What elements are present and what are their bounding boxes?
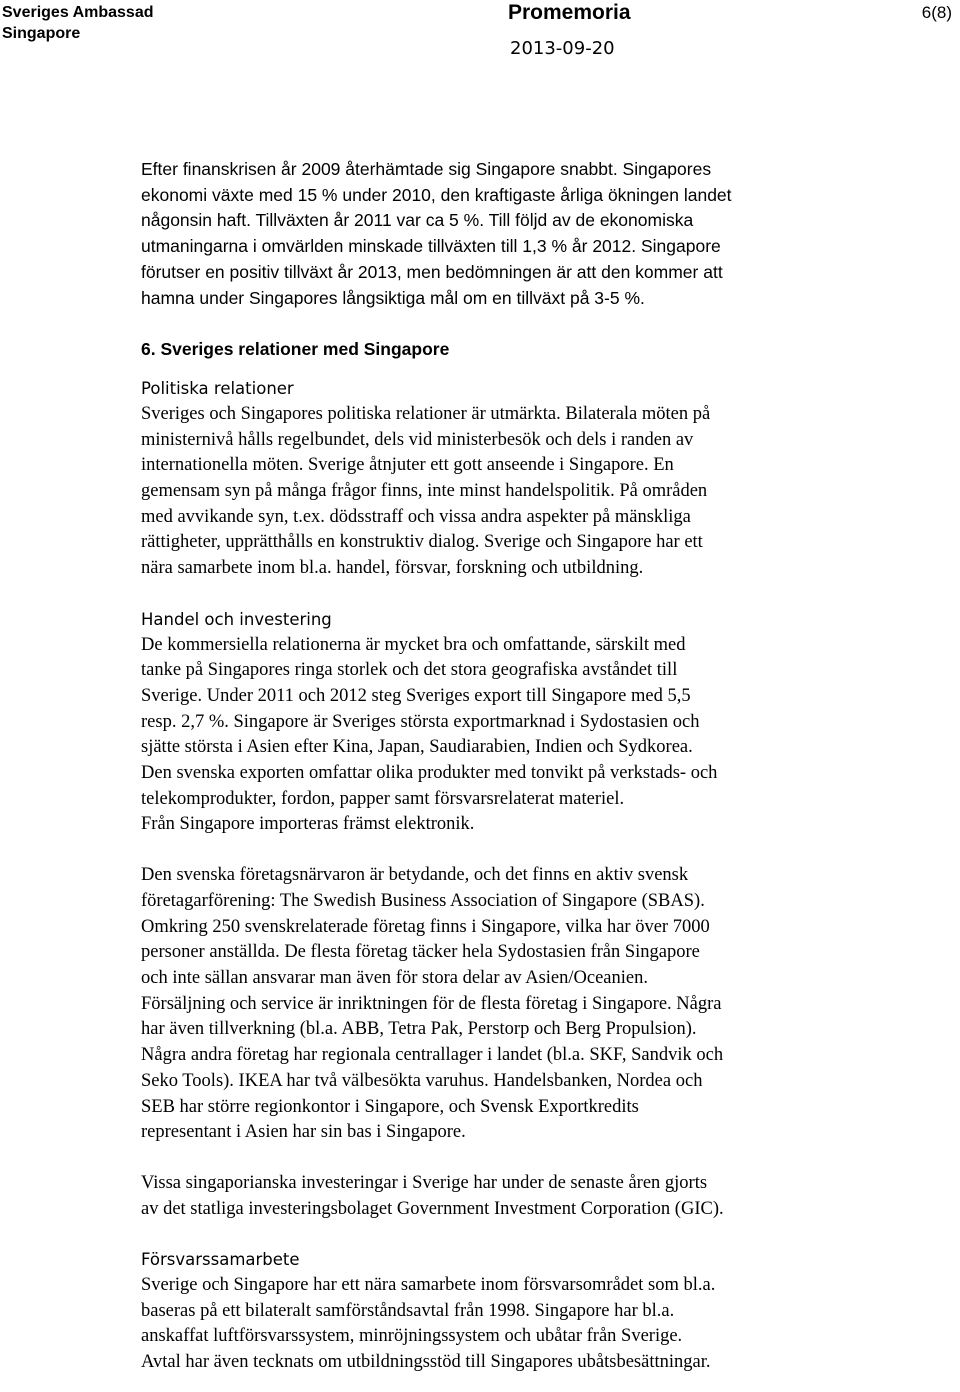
sender-org: Sveriges Ambassad xyxy=(2,4,154,21)
text-line: Efter finanskrisen år 2009 återhämtade sig Singapore snabbt. Singapores xyxy=(141,159,712,179)
text-line: företagarförening: The Swedish Business Association of Singapore (SBAS). xyxy=(141,890,705,911)
section-heading: 6. Sveriges relationer med Singapore xyxy=(141,339,450,360)
text-line: av det statliga investeringsbolaget Government Investment Corporation (GIC). xyxy=(141,1198,724,1219)
forsvar-paragraph xyxy=(141,1273,931,1376)
text-line: gemensam syn på många frågor finns, inte minst handelspolitik. På områden xyxy=(141,481,708,502)
text-line: Några andra företag har regionala centrallager i landet (bl.a. SKF, Sandvik och xyxy=(141,1045,724,1066)
subheading-handel: Handel och investering xyxy=(141,609,332,629)
page-number: 6(8) xyxy=(921,3,952,22)
text-line: och inte sällan ansvarar man även för stora delar av Asien/Oceanien. xyxy=(141,967,648,988)
politiska-paragraph xyxy=(141,402,931,582)
text-line: Sveriges och Singapores politiska relationer är utmärkta. Bilaterala möten på xyxy=(141,403,711,424)
text-line: Den svenska företagsnärvaron är betydande, och det finns en aktiv svensk xyxy=(141,865,689,886)
text-line: tanke på Singapores ringa storlek och det stora geografiska avståndet till xyxy=(141,660,678,681)
intro-paragraph xyxy=(141,157,931,311)
text-line: anskaffat luftförsvarssystem, minröjningssystem och ubåtar från Sverige. xyxy=(141,1326,683,1347)
text-line: nära samarbete inom bl.a. handel, försvar, forskning och utbildning. xyxy=(141,558,644,579)
text-line: Från Singapore importeras främst elektronik. xyxy=(141,814,475,835)
text-line: resp. 2,7 %. Singapore är Sveriges största exportmarknad i Sydostasien och xyxy=(141,711,700,732)
text-line: Seko Tools). IKEA har två välbesökta varuhus. Handelsbanken, Nordea och xyxy=(141,1070,703,1091)
subheading-politiska: Politiska relationer xyxy=(141,379,294,399)
text-line: utmaningarna i omvärlden minskade tillväxten till 1,3 % år 2012. Singapore xyxy=(141,236,721,257)
text-line: någonsin haft. Tillväxten år 2011 var ca 5 %. Till följd av de ekonomiska xyxy=(141,210,694,231)
text-line: Avtal har även tecknats om utbildningsstöd till Singapores ubåtsbesättningar. xyxy=(141,1352,711,1373)
text-line: Vissa singaporianska investeringar i Sverige har under de senaste åren gjorts xyxy=(141,1172,708,1193)
invest-paragraph xyxy=(141,1171,931,1222)
document-body xyxy=(141,157,931,1376)
text-line: Omkring 250 svenskrelaterade företag finns i Singapore, vilka har över 7000 xyxy=(141,916,710,937)
text-line: har även tillverkning (bl.a. ABB, Tetra Pak, Perstorp och Berg Propulsion). xyxy=(141,1019,697,1040)
sender-block xyxy=(2,2,153,44)
text-line: ministernivå hålls regelbundet, dels vid ministerbesök och dels i randen av xyxy=(141,429,694,450)
document-header xyxy=(508,0,631,60)
text-line: Sverige. Under 2011 och 2012 steg Sveriges export till Singapore med 5,5 xyxy=(141,685,691,706)
text-line: Försäljning och service är inriktningen för de flesta företag i Singapore. Några xyxy=(141,993,722,1014)
text-line: ekonomi växte med 15 % under 2010, den kraftigaste årliga ökningen landet xyxy=(141,184,732,205)
text-line: personer anställda. De flesta företag täcker hela Sydostasien från Singapore xyxy=(141,942,700,963)
text-line: sjätte största i Asien efter Kina, Japan, Saudiarabien, Indien och Sydkorea. xyxy=(141,737,693,758)
text-line: Den svenska exporten omfattar olika produkter med tonvikt på verkstads- och xyxy=(141,763,718,784)
document-date: 2013-09-20 xyxy=(510,38,615,59)
text-line: representant i Asien har sin bas i Singapore. xyxy=(141,1122,466,1143)
subheading-forsvar: Försvarssamarbete xyxy=(141,1250,300,1270)
text-line: Sverige och Singapore har ett nära samarbete inom försvarsområdet som bl.a. xyxy=(141,1275,716,1296)
sender-location: Singapore xyxy=(2,25,81,42)
text-line: med avvikande syn, t.ex. dödsstraff och vissa andra aspekter på mänskliga xyxy=(141,506,691,527)
text-line: SEB har större regionkontor i Singapore, och Svensk Exportkredits xyxy=(141,1096,639,1117)
foretag-paragraph xyxy=(141,863,931,1146)
text-line: De kommersiella relationerna är mycket bra och omfattande, särskilt med xyxy=(141,634,686,655)
handel-paragraph xyxy=(141,633,931,839)
text-line: baseras på ett bilateralt samförståndsavtal från 1998. Singapore har bl.a. xyxy=(141,1300,675,1321)
text-line: internationella möten. Sverige åtnjuter ett gott anseende i Singapore. En xyxy=(141,455,674,476)
text-line: förutser en positiv tillväxt år 2013, men bedömningen är att den kommer att xyxy=(141,261,723,282)
text-line: rättigheter, upprätthålls en konstruktiv dialog. Sverige och Singapore har ett xyxy=(141,532,703,553)
document-type: Promemoria xyxy=(508,1,631,24)
text-line: hamna under Singapores långsiktiga mål om en tillväxt på 3-5 %. xyxy=(141,287,645,308)
text-line: telekomprodukter, fordon, papper samt försvarsrelaterat materiel. xyxy=(141,788,625,809)
